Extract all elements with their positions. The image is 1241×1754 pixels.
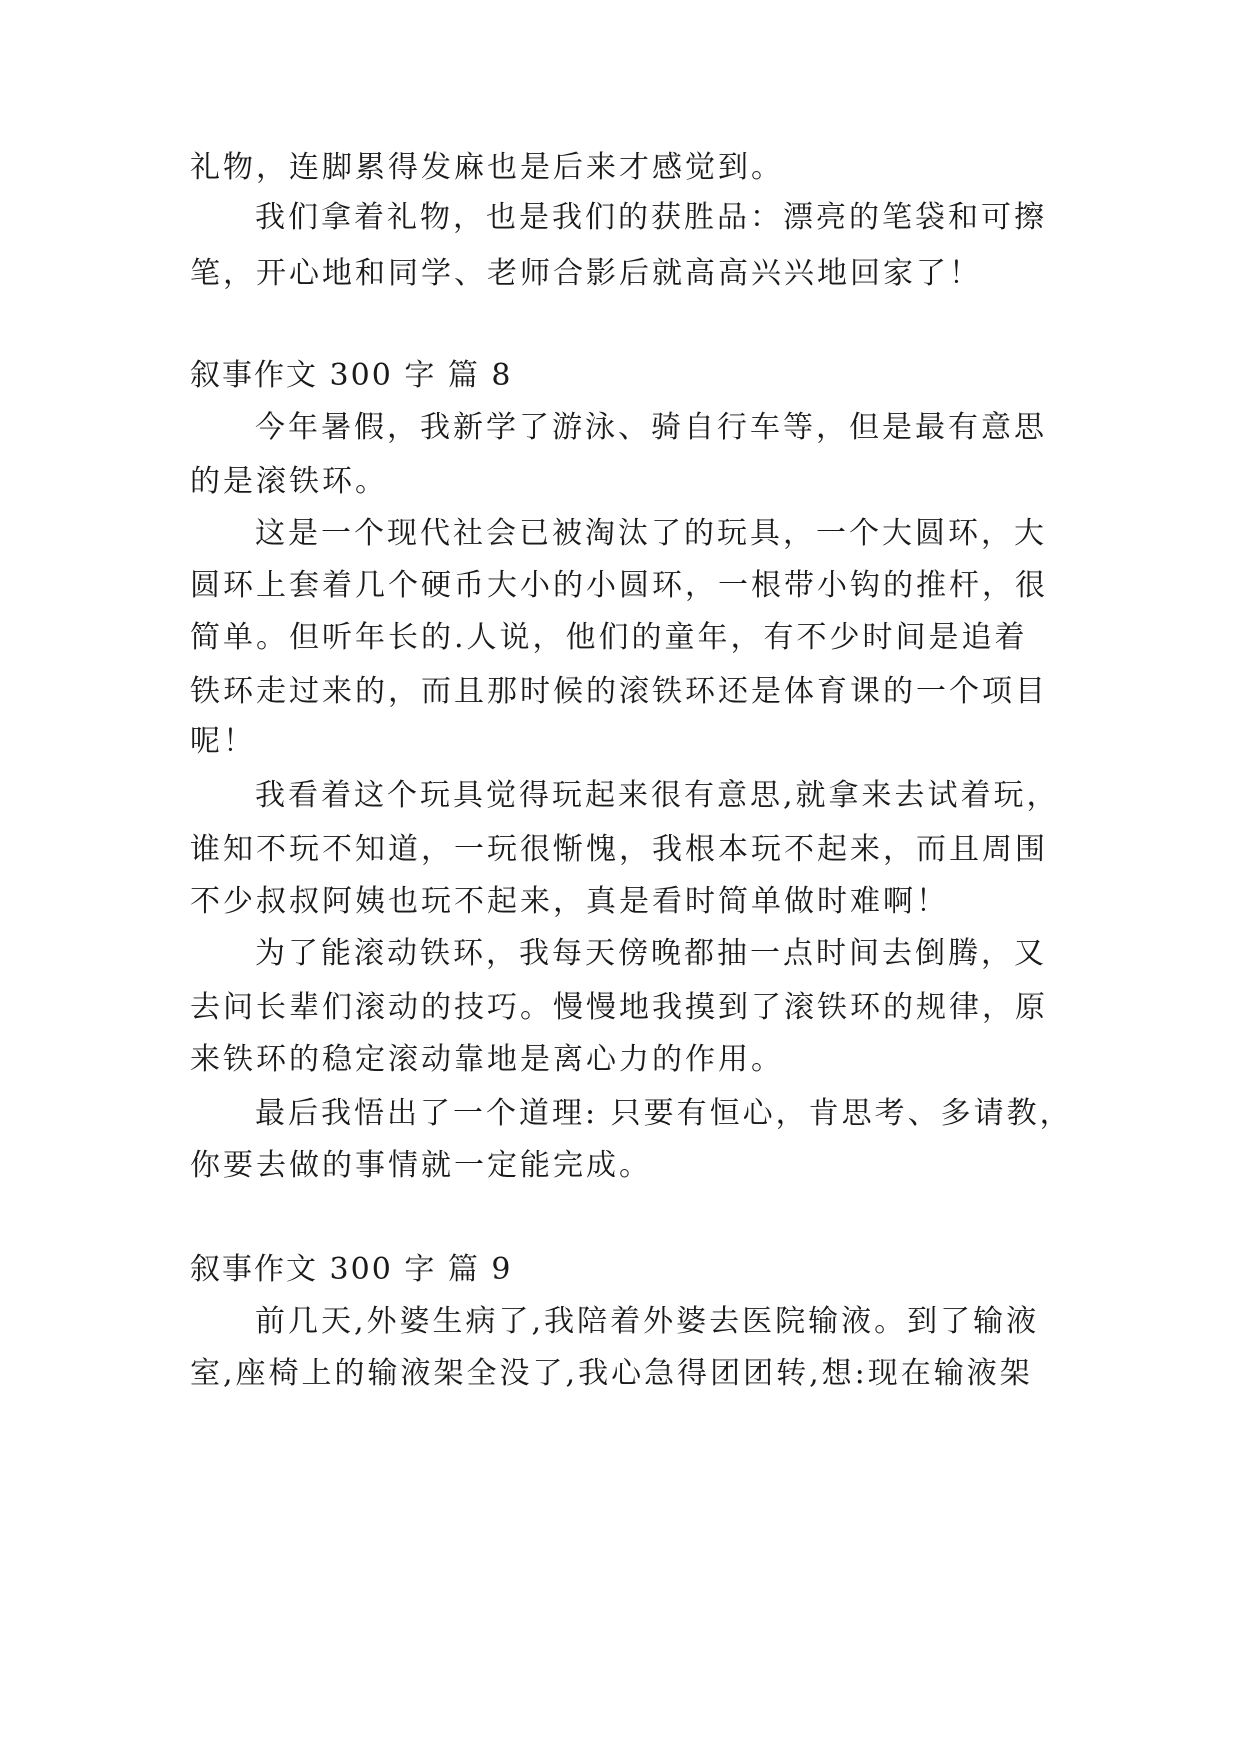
paragraph-line: 不少叔叔阿姨也玩不起来，真是看时简单做时难啊！ [190, 884, 949, 919]
paragraph-line: 室,座椅上的输液架全没了,我心急得团团转,想:现在输液架 [190, 1356, 1033, 1391]
paragraph-line: 这是一个现代社会已被淘汰了的玩具，一个大圆环，大 [255, 516, 1047, 551]
paragraph-line: 圆环上套着几个硬币大小的小圆环，一根带小钩的推杆，很 [190, 568, 1048, 603]
paragraph-line: 来铁环的稳定滚动靠地是离心力的作用。 [190, 1042, 784, 1077]
paragraph-line: 你要去做的事情就一定能完成。 [190, 1148, 652, 1183]
paragraph-line: 最后我悟出了一个道理: 只要有恒心，肯思考、多请教， [255, 1096, 1073, 1131]
section-heading: 叙事作文 300 字 篇 8 [190, 358, 513, 393]
paragraph-line: 礼物，连脚累得发麻也是后来才感觉到。 [190, 150, 784, 185]
paragraph-line: 的是滚铁环。 [190, 464, 388, 499]
paragraph-line: 去问长辈们滚动的技巧。慢慢地我摸到了滚铁环的规律，原 [190, 990, 1048, 1025]
paragraph-line: 笔，开心地和同学、老师合影后就高高兴兴地回家了！ [190, 256, 982, 291]
paragraph-line: 铁环走过来的，而且那时候的滚铁环还是体育课的一个项目 [190, 674, 1048, 709]
section-heading: 叙事作文 300 字 篇 9 [190, 1252, 513, 1287]
paragraph-line: 今年暑假，我新学了游泳、骑自行车等，但是最有意思 [255, 410, 1047, 445]
paragraph-line: 呢！ [190, 724, 256, 759]
paragraph-line: 谁知不玩不知道，一玩很惭愧，我根本玩不起来，而且周围 [190, 832, 1048, 867]
paragraph-line: 我看着这个玩具觉得玩起来很有意思,就拿来去试着玩， [255, 778, 1060, 813]
paragraph-line: 简单。但听年长的.人说，他们的童年，有不少时间是追着 [190, 620, 1028, 655]
paragraph-line: 我们拿着礼物，也是我们的获胜品：漂亮的笔袋和可擦 [255, 200, 1047, 235]
paragraph-line: 为了能滚动铁环，我每天傍晚都抽一点时间去倒腾，又 [255, 936, 1047, 971]
paragraph-line: 前几天,外婆生病了,我陪着外婆去医院输液。到了输液 [255, 1304, 1040, 1339]
